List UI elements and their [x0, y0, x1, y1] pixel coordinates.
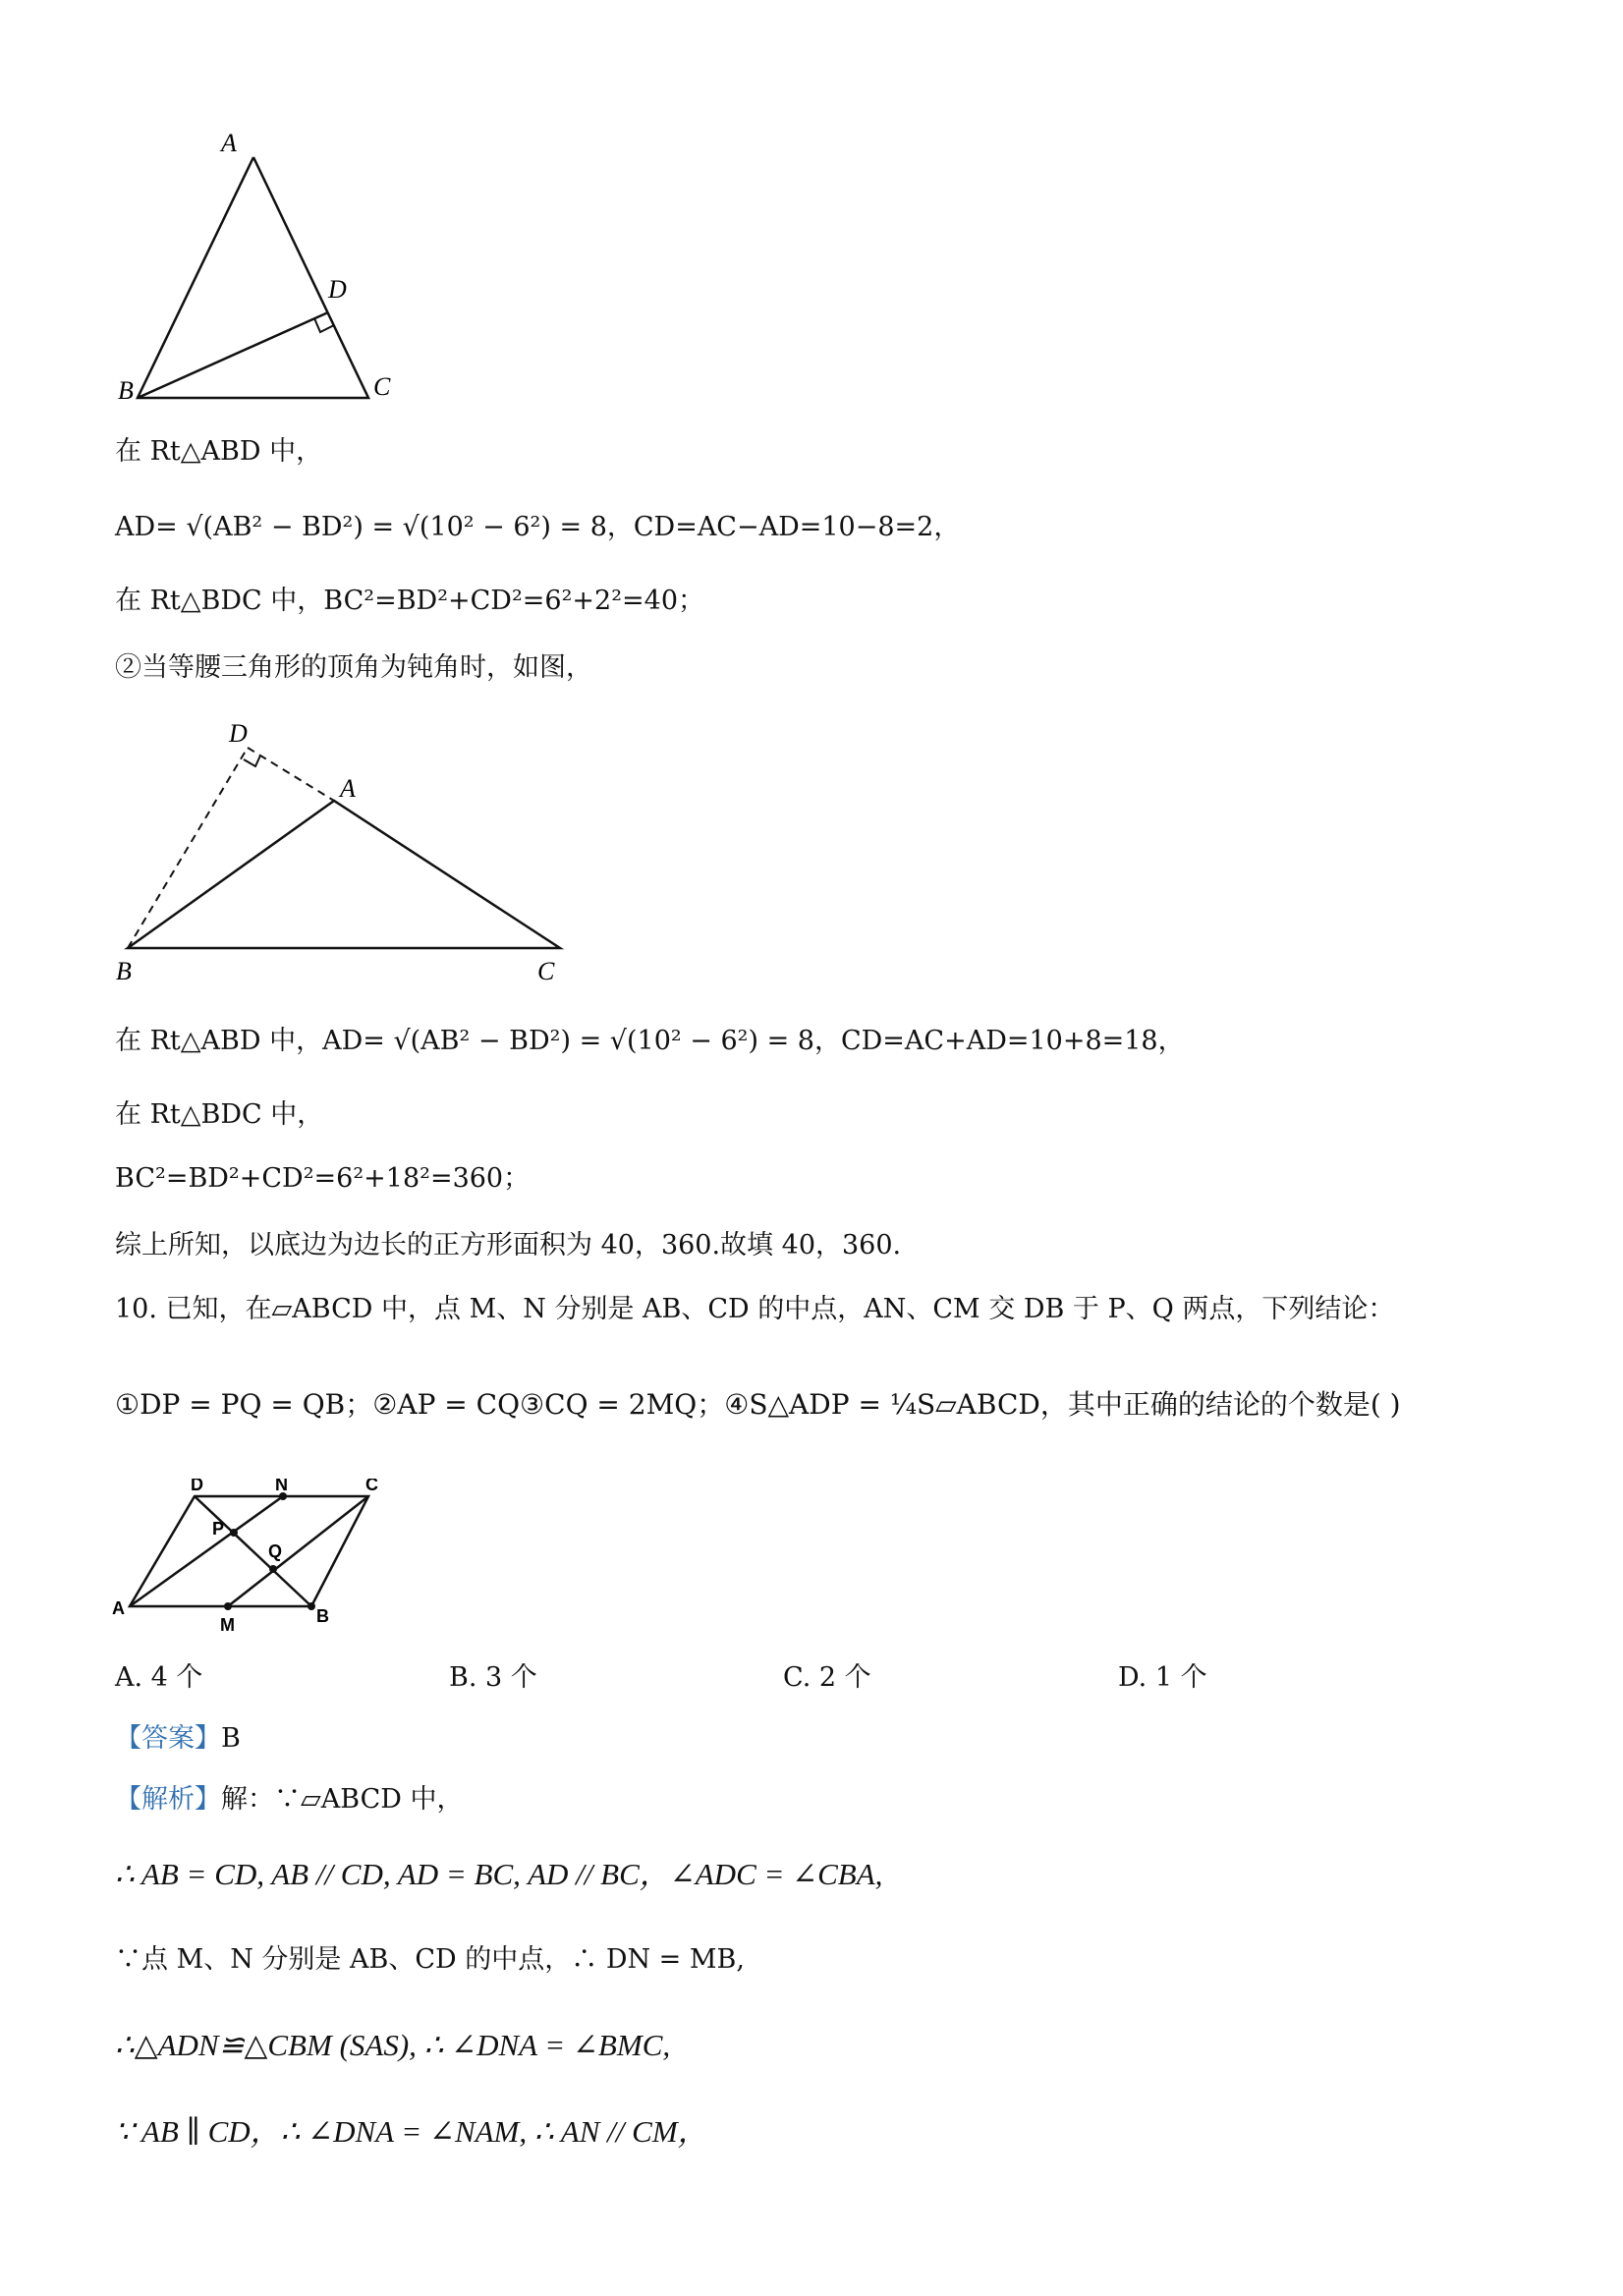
figure-triangle-obtuse — [108, 712, 580, 997]
analysis-line5: ∵ AB ∥ CD，∴ ∠DNA = ∠NAM, ∴ AN // CM， — [115, 2114, 708, 2149]
analysis-line4: ∴△ADN≌△CBM (SAS), ∴ ∠DNA = ∠BMC, — [115, 2028, 671, 2062]
label-D: D — [191, 1479, 203, 1494]
label-B: B — [116, 957, 132, 985]
label-C: C — [537, 957, 555, 985]
label-B: B — [118, 376, 134, 405]
sec1-line2: AD= √(AB² − BD²) = √(10² − 6²) = 8，CD=AC−AD=10−8=2， — [115, 512, 961, 542]
answer-value: B — [221, 1723, 241, 1754]
label-M: M — [220, 1615, 235, 1635]
label-C: C — [365, 1479, 378, 1494]
label-Q: Q — [268, 1541, 283, 1561]
figure-triangle-acute — [108, 128, 422, 413]
label-D: D — [229, 719, 248, 748]
sec1-line1: 在 Rt△ABD 中， — [115, 436, 323, 467]
option-d: D. 1 个 — [1118, 1662, 1207, 1693]
label-D: D — [328, 275, 347, 304]
answer-tag: 【答案】 — [115, 1723, 221, 1754]
analysis-line3: ∵点 M、N 分别是 AB、CD 的中点，∴ DN = MB, — [115, 1944, 745, 1975]
answer-line — [115, 1719, 241, 1759]
option-c: C. 2 个 — [783, 1662, 871, 1693]
analysis-line1 — [115, 1780, 464, 1820]
sec1-line4: ②当等腰三角形的顶角为钝角时，如图， — [115, 652, 592, 683]
analysis-line2: ∴ AB = CD, AB // CD, AD = BC, AD // BC，∠ADC = ∠CBA, — [115, 1857, 883, 1891]
label-B: B — [316, 1606, 329, 1626]
label-C: C — [373, 372, 391, 401]
label-A: A — [340, 774, 356, 803]
analysis-text1: 解：∵▱ABCD 中， — [221, 1784, 464, 1815]
sec1-line3: 在 Rt△BDC 中，BC²=BD²+CD²=6²+2²=40； — [115, 586, 704, 616]
q10-stem: 10. 已知，在▱ABCD 中，点 M、N 分别是 AB、CD 的中点，AN、CM 交 DB 于 P、Q 两点，下列结论： — [115, 1294, 1395, 1324]
q10-conditions: ①DP = PQ = QB；②AP = CQ③CQ = 2MQ；④S△ADP = ¼S▱ABCD，其中正确的结论的个数是( ) — [115, 1388, 1401, 1421]
sec2-line4: 综上所知，以底边为边长的正方形面积为 40，360.故填 40，360. — [115, 1230, 902, 1260]
label-N: N — [275, 1479, 288, 1494]
label-P: P — [212, 1519, 225, 1539]
sec2-line2: 在 Rt△BDC 中， — [115, 1099, 324, 1130]
sec2-line1: 在 Rt△ABD 中，AD= √(AB² − BD²) = √(10² − 6²) = 8，CD=AC+AD=10+8=18， — [115, 1026, 1185, 1056]
label-A: A — [221, 129, 237, 157]
sec2-line3: BC²=BD²+CD²=6²+18²=360； — [115, 1163, 531, 1194]
option-a: A. 4 个 — [115, 1662, 203, 1693]
option-b: B. 3 个 — [449, 1662, 537, 1693]
figure-parallelogram — [108, 1479, 403, 1636]
analysis-tag: 【解析】 — [115, 1784, 221, 1815]
label-A: A — [112, 1598, 125, 1618]
